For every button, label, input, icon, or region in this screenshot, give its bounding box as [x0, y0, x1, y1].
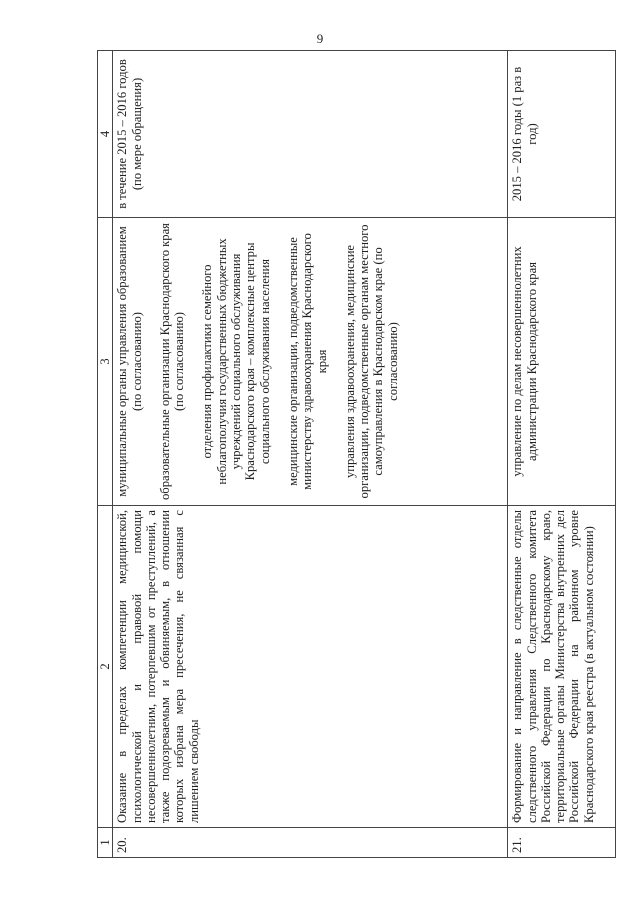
table-header-row: [98, 51, 113, 858]
executor-item: муниципальные органы управления образованием (по согласованию): [115, 226, 144, 497]
header-col-4: 4: [98, 51, 113, 218]
measure-description: Формирование и направление в следственные отделы следственного управления Следственного комитета Российской Федерации по Краснодарскому краю, территориальные органы Министерства внутренних дел Российской Федерации на районном уровне Краснодарского края реестра (в актуальном состоянии): [508, 506, 616, 828]
executor-item: отделения профилактики семейного неблагополучия государственных бюджетных учреждений социального обслуживания Краснодарского края – комплексные центры социального обслуживания населения: [200, 238, 272, 485]
header-col-1: 1: [98, 828, 113, 858]
rotated-table-container: [97, 51, 616, 858]
measure-description: Оказание в пределах компетенции медицинской, психологической и правовой помощи несовершеннолетним, потерпевшим от преступлений, а также подозреваемым и обвиняемым, в отношении которых избрана мера пресечения, не связанная с лишением свободы: [113, 506, 508, 828]
row-number: 20.: [113, 828, 508, 858]
table-row: [508, 51, 616, 858]
executor-item: образовательные организации Краснодарского края (по согласованию): [157, 223, 187, 500]
executors-cell: [113, 218, 508, 506]
header-col-3: 3: [98, 218, 113, 506]
page-number: 9: [316, 31, 324, 46]
executor-item: медицинские организации, подведомственные министерству здравоохранения Краснодарского края: [285, 233, 329, 490]
header-col-2: 2: [98, 506, 113, 828]
executor-item: управления здравоохранения, медицинские организации, подведомственные органам местного самоуправления в Краснодарском крае (по согласованию): [342, 224, 400, 499]
executor-item: управление по делам несовершеннолетних администрации Краснодарского края: [510, 246, 539, 477]
row-number: 21.: [508, 828, 616, 858]
term-cell: в течение 2015 – 2016 годов (по мере обращения): [113, 51, 508, 218]
measures-table: [97, 50, 616, 858]
executors-cell: [508, 218, 616, 506]
table-row: [113, 51, 508, 858]
term-cell: 2015 – 2016 годы (1 раз в год): [508, 51, 616, 218]
